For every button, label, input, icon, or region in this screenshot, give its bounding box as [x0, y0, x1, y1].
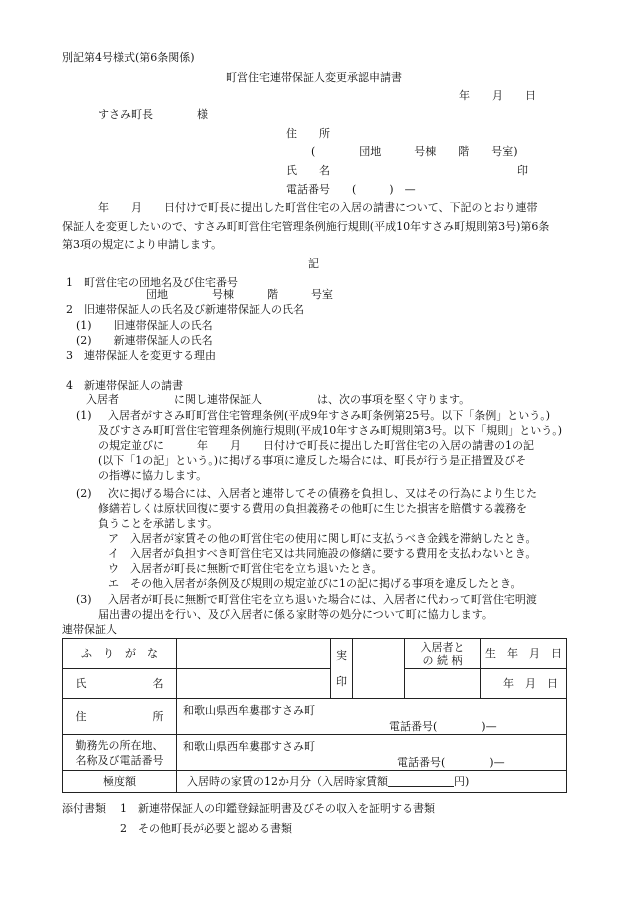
pledge-sub-a: ア 入居者が家賃その他の町営住宅の使用に関し町に支払うべき金銭を滞納したとき。 — [108, 532, 537, 545]
pledge-3-line: 届出書の提出を行い、及び入居者に係る家財等の処分について町に協力します。 — [98, 608, 493, 621]
item-4: 4 新連帯保証人の請書 — [66, 379, 183, 392]
seal-label — [331, 639, 353, 699]
limit-unit: 円) — [454, 775, 470, 788]
applicant-seal: 印 — [517, 164, 528, 177]
pledge-3-line: 入居者が町長に無断で町営住宅を立ち退いた場合には、入居者に代わって町営住宅明渡 — [108, 593, 537, 606]
item-3: 3 連帯保証人を変更する理由 — [66, 349, 216, 362]
seal-label-top: 実 — [336, 648, 347, 662]
limit-cell[interactable] — [177, 771, 567, 793]
seal-label-bottom: 印 — [336, 674, 347, 688]
pledge-1-line: (以下「1の記」という。)に掲げる事項に違反した場合には、町長が行う是正措置及びそ — [98, 454, 527, 467]
ki-heading: 記 — [308, 257, 319, 270]
item-1-detail: 団地 号棟 階 号室 — [146, 288, 333, 301]
item-4-lead: 入居者 に関し連帯保証人 は、次の事項を堅く守ります。 — [86, 393, 471, 406]
item-1: 1 町営住宅の団地名及び住宅番号 — [66, 276, 238, 289]
relation-label-line-1: 入居者と — [420, 640, 465, 654]
item-2-1: (1) 旧連帯保証人の氏名 — [76, 319, 213, 332]
pledge-3-number: (3) — [76, 593, 92, 606]
item-2: 2 旧連帯保証人の氏名及び新連帯保証人の氏名 — [66, 303, 304, 316]
intro-line-2: 保証人を変更したいので、すさみ町町営住宅管理条例施行規則(平成10年すさみ町規則第3号)第6条 — [62, 220, 550, 233]
applicant-phone: 電話番号 ( ) — — [286, 183, 416, 196]
birth-label: 生 年 月 日 — [481, 639, 567, 669]
name-input[interactable] — [177, 669, 331, 699]
pledge-2-line: 負うことを承諾します。 — [98, 517, 219, 530]
item-2-2: (2) 新連帯保証人の氏名 — [76, 334, 213, 347]
pledge-1-line: 入居者がすさみ町町営住宅管理条例(平成9年すさみ町条例第25号。以下「条例」という。) — [108, 409, 551, 422]
name-label: 氏 名 — [63, 669, 177, 699]
address-cell[interactable] — [177, 699, 567, 735]
workplace-label — [63, 735, 177, 771]
pledge-2-number: (2) — [76, 487, 92, 500]
pledge-sub-u: ウ 入居者が町長に無断で町営住宅を立ち退いたとき。 — [108, 562, 383, 575]
limit-label: 極度額 — [63, 771, 177, 793]
pledge-1-number: (1) — [76, 409, 92, 422]
relation-label — [405, 639, 481, 669]
intro-line-1: 年 月 日付けで町長に提出した町営住宅の入居の請書について、下記のとおり連帯 — [98, 201, 538, 214]
workplace-value: 和歌山県西牟婁郡すさみ町 — [183, 740, 315, 753]
birth-value[interactable]: 年 月 日 — [481, 669, 567, 699]
relation-input[interactable] — [405, 669, 481, 699]
address-phone: 電話番号( )— — [389, 720, 497, 733]
workplace-label-line-1: 勤務先の所在地、 — [75, 738, 164, 752]
seal-box[interactable] — [353, 639, 405, 699]
guarantor-table — [62, 638, 567, 793]
intro-line-3: 第3項の規定により申請します。 — [62, 238, 223, 251]
workplace-cell[interactable] — [177, 735, 567, 771]
pledge-1-line: 及びすさみ町町営住宅管理条例施行規則(平成10年すさみ町規則第3号。以下「規則」という。) — [98, 424, 563, 437]
applicant-address-label: 住 所 — [286, 127, 330, 140]
applicant-building-line: ( 団地 号棟 階 号室) — [311, 145, 518, 158]
address-value: 和歌山県西牟婁郡すさみ町 — [183, 704, 315, 717]
pledge-sub-e: エ その他入居者が条例及び規則の規定並びに1の記に掲げる事項を違反したとき。 — [108, 577, 522, 590]
pledge-sub-i: イ 入居者が負担すべき町営住宅又は共同施設の修繕に要する費用を支払わないとき。 — [108, 547, 537, 560]
workplace-phone: 電話番号( )— — [397, 756, 505, 769]
relation-label-line-2: の 続 柄 — [422, 653, 463, 667]
table-caption: 連帯保証人 — [62, 623, 117, 636]
pledge-2-line: 修繕若しくは原状回復に要する費用の負担義務その他町に生じた損害を賠償する義務を — [98, 502, 527, 515]
address-label: 住 所 — [63, 699, 177, 735]
applicant-name-label: 氏 名 — [286, 164, 330, 177]
pledge-1-line: の規定並びに 年 月 日付けで町長に提出した町営住宅の入居の請書の1の記 — [98, 439, 534, 452]
limit-amount-blank[interactable] — [388, 776, 454, 787]
document-title: 町営住宅連帯保証人変更承認申請書 — [226, 71, 402, 84]
limit-value: 入居時の家賃の12か月分（入居時家賃額 — [187, 775, 388, 788]
attachment-1: 1 新連帯保証人の印鑑登録証明書及びその収入を証明する書類 — [120, 802, 435, 815]
attachments-label: 添付書類 — [62, 802, 106, 815]
pledge-2-line: 次に掲げる場合には、入居者と連帯してその債務を負担し、又はその行為により生じた — [108, 487, 537, 500]
furigana-input[interactable] — [177, 639, 331, 669]
furigana-label: ふ り が な — [63, 639, 177, 669]
pledge-1-line: の指導に協力します。 — [98, 469, 208, 482]
workplace-label-line-2: 名称及び電話番号 — [75, 753, 164, 767]
form-number: 別記第4号様式(第6条関係) — [62, 51, 195, 64]
date-line: 年 月 日 — [459, 89, 536, 102]
addressee: すさみ町長 様 — [98, 108, 208, 121]
attachment-2: 2 その他町長が必要と認める書類 — [120, 822, 292, 835]
